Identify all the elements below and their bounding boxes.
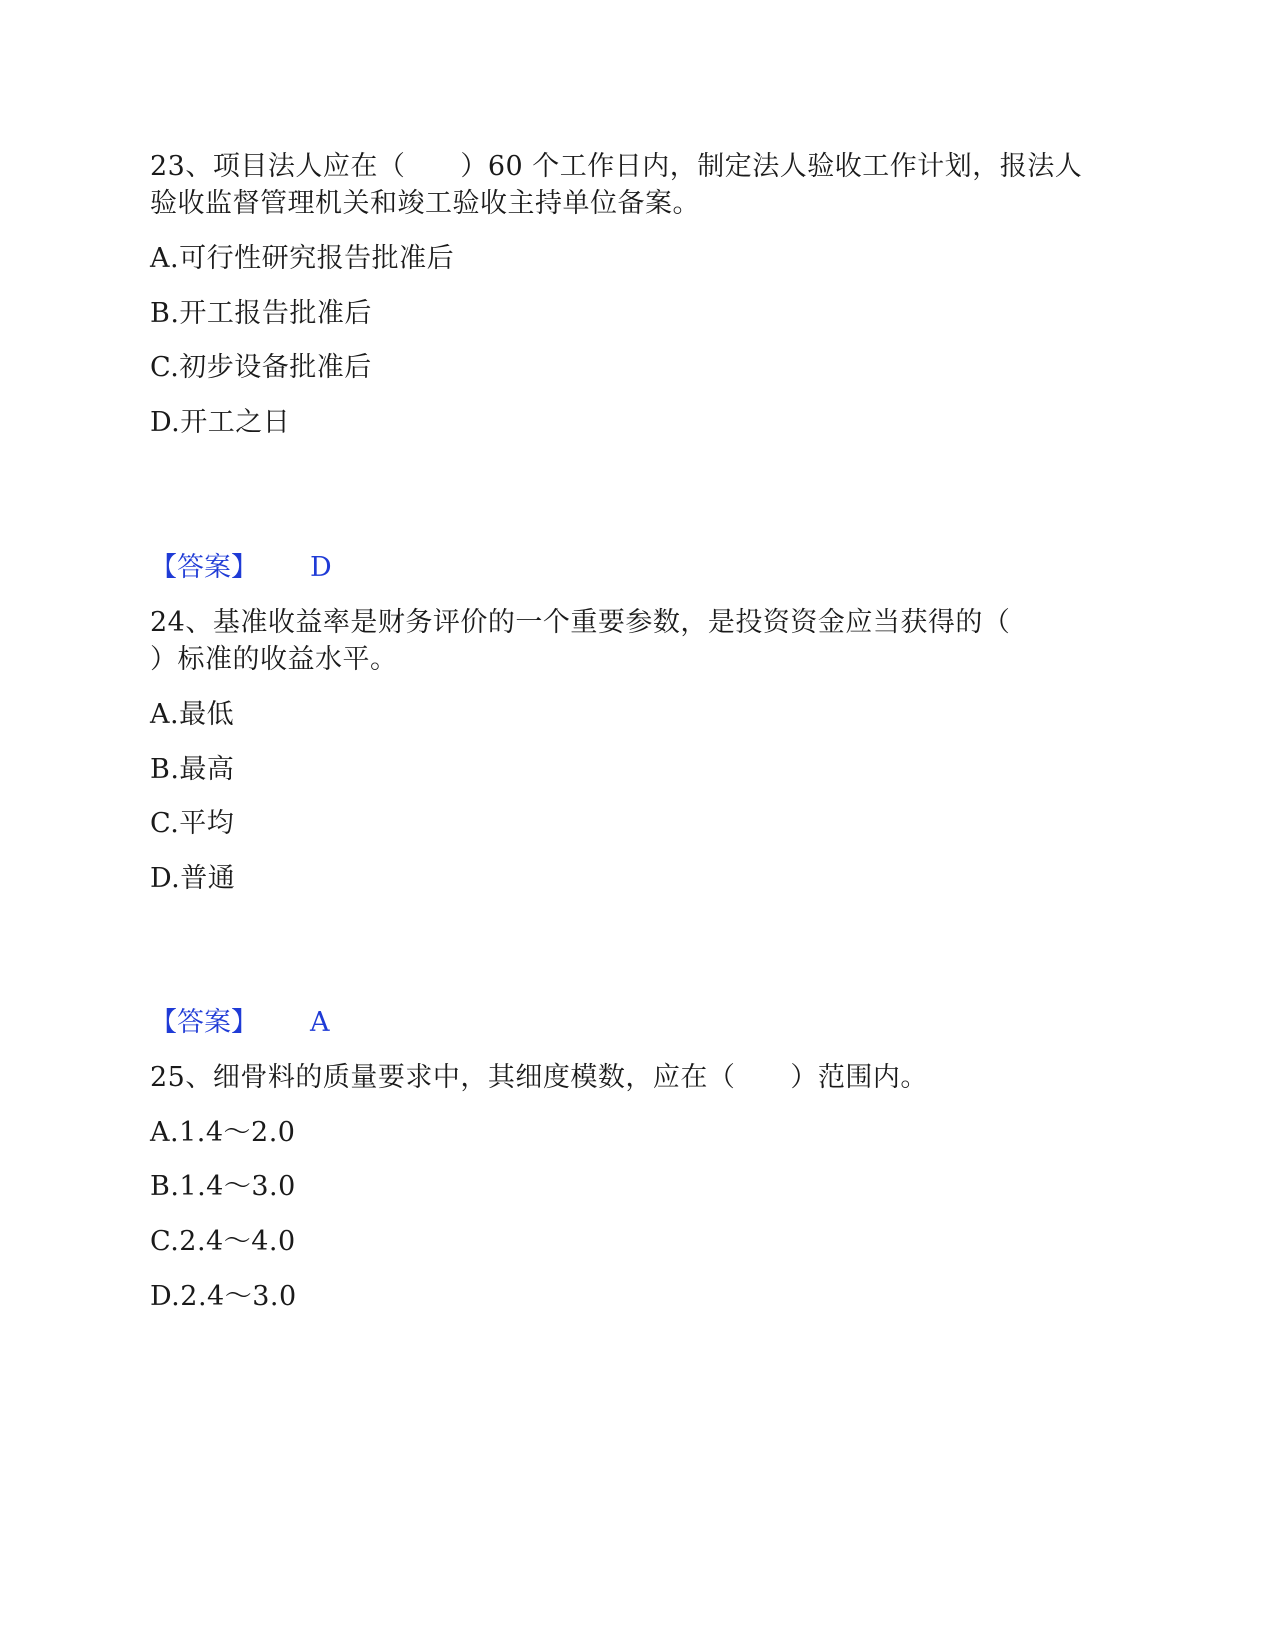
question-23-option-a: A.可行性研究报告批准后	[150, 243, 455, 274]
question-25-option-a: A.1.4～2.0	[150, 1117, 296, 1148]
question-23-option-c: C.初步设备批准后	[150, 352, 372, 383]
answer-value: A	[310, 1007, 330, 1038]
question-24-answer	[150, 1006, 330, 1040]
question-25-option-b: B.1.4～3.0	[150, 1171, 296, 1202]
answer-value: D	[310, 552, 332, 583]
question-24-option-c: C.平均	[150, 808, 235, 839]
question-24-option-d: D.普通	[150, 863, 236, 894]
question-25-option-d: D.2.4～3.0	[150, 1281, 297, 1312]
answer-label: 【答案】	[150, 552, 258, 583]
question-23-stem-line-1: 23、项目法人应在（ ）60 个工作日内，制定法人验收工作计划，报法人	[150, 151, 1083, 182]
question-24-stem-line-1: 24、基准收益率是财务评价的一个重要参数，是投资资金应当获得的（	[150, 607, 1011, 638]
question-25-option-c: C.2.4～4.0	[150, 1226, 296, 1257]
answer-label: 【答案】	[150, 1007, 258, 1038]
question-24-stem-line-2: ）标准的收益水平。	[150, 644, 398, 675]
question-24-option-a: A.最低	[150, 699, 235, 730]
question-24-option-b: B.最高	[150, 754, 235, 785]
question-23-option-b: B.开工报告批准后	[150, 298, 372, 329]
question-23-stem-line-2: 验收监督管理机关和竣工验收主持单位备案。	[150, 188, 700, 219]
question-23-answer	[150, 551, 332, 585]
question-25-stem-line-1: 25、细骨料的质量要求中，其细度模数，应在（ ）范围内。	[150, 1062, 928, 1093]
question-23-option-d: D.开工之日	[150, 407, 291, 438]
